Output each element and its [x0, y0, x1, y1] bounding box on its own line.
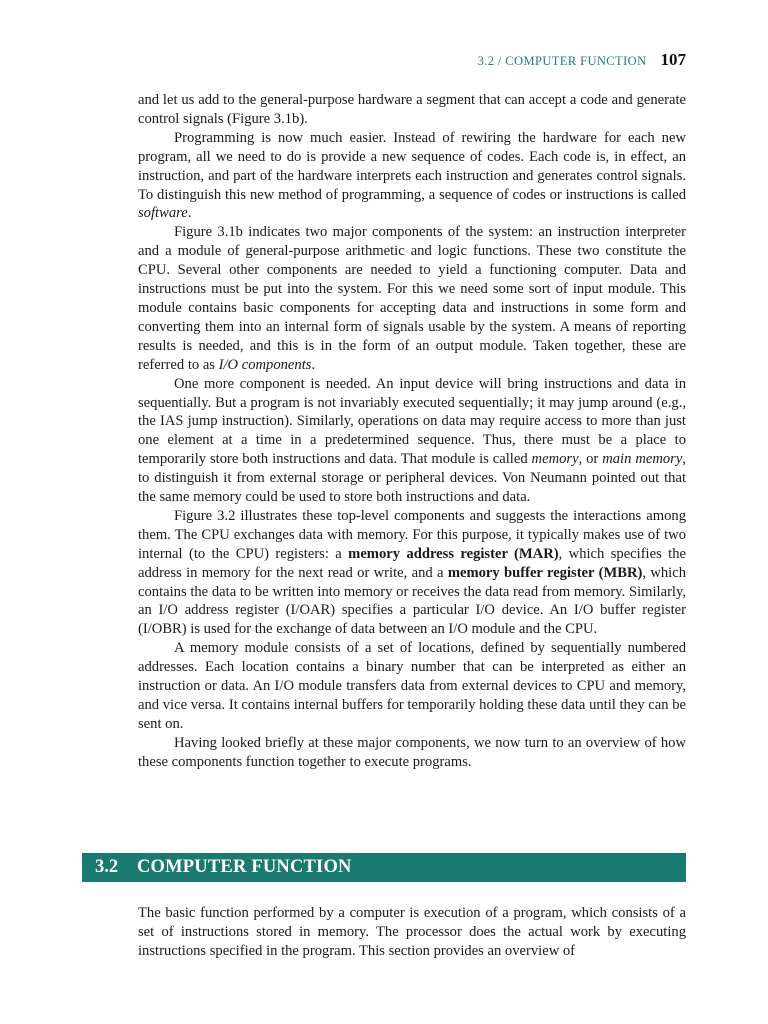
paragraph [138, 507, 686, 639]
section-title: COMPUTER FUNCTION [137, 857, 352, 877]
text-run: . [311, 356, 316, 373]
paragraph [138, 129, 686, 224]
paragraph [138, 223, 686, 374]
body-text [138, 91, 686, 772]
term-mar: memory address register (MAR) [348, 545, 559, 562]
term-memory: memory [531, 451, 579, 468]
text-run: Programming is now much easier. Instead of rewiring the hardware for each new program, all we need to do is provide a new sequence of codes. Each code is, in effect, an instruction, and part of the hardware interprets each instruction and generates control signals. To distinguish this new method of programming, a sequence of codes or instructions is called [138, 129, 686, 203]
page-number: 107 [660, 50, 686, 69]
term-main-memory: main memory [602, 451, 683, 468]
term-mbr: memory buffer register (MBR) [447, 564, 643, 581]
text-run: A memory module consists of a set of locations, defined by sequentially numbered addresses. Each location contains a binary number that can be interpreted as either an instruction or data. An I/O module transfers data from external devices to CPU and memory, and vice versa. It contains internal buffers for temporarily holding these data until they can be sent on. [138, 640, 686, 732]
paragraph [138, 734, 686, 772]
paragraph: The basic function performed by a computer is execution of a program, which consists of a set of instructions stored in memory. The processor does the actual work by executing instructions specified in the program. This section provides an overview of [138, 905, 686, 959]
text-run: Having looked briefly at these major components, we now turn to an overview of how these components function together to execute programs. [138, 734, 686, 770]
text-run: Figure 3.1b indicates two major components of the system: an instruction interpreter and a module of general-purpose arithmetic and logic functions. These two constitute the CPU. Several other components are needed to yield a functioning computer. Data and instructions must be put into the system. For this we need some sort of input module. This module contains basic components for accepting data and instructions in some form and converting them into an internal form of signals usable by the system. A means of reporting results is needed, and this is in the form of an output module. Taken together, these are referred to as [138, 224, 686, 373]
section-heading [82, 853, 686, 882]
section-body [138, 904, 686, 961]
text-run: , to distinguish it from external storage or peripheral devices. Von Neumann pointed out that the same memory could be used to store both instructions and data. [138, 451, 686, 506]
term-io-components: I/O components [218, 356, 312, 373]
running-head [478, 50, 686, 70]
text-run: Figure 3.2 illustrates these top-level components and suggests the interactions among them. The CPU exchanges data with memory. For this purpose, it typically makes use of two internal (to the CPU) registers: a [138, 507, 686, 562]
text-run: , which contains the data to be written into memory or receives the data read from memory. Similarly, an I/O address register (I/OAR) specifies a particular I/O device. An I/O buffer register (I/OBR) is used for the exchange of data between an I/O module and the CPU. [138, 564, 687, 638]
text-run: One more component is needed. An input device will bring instructions and data in sequentially. But a program is not invariably executed sequentially; it may jump around (e.g., the IAS jump instruction). Similarly, operations on data may require access to more than just one element at a time in a predetermined sequence. Thus, there must be a place to temporarily store both instructions and data. That module is called [138, 375, 686, 468]
term-software: software [138, 205, 188, 222]
paragraph [138, 639, 686, 734]
text-run: . [187, 205, 192, 222]
text-run: , which specifies the address in memory for the next read or write, and a [138, 545, 686, 581]
running-head-section: 3.2 / COMPUTER FUNCTION [477, 54, 647, 68]
section-number: 3.2 [95, 857, 119, 877]
paragraph [138, 375, 686, 507]
text-run: , or [578, 451, 603, 468]
paragraph [138, 91, 686, 129]
text-run: and let us add to the general-purpose hardware a segment that can accept a code and generate control signals (Figure 3.1b). [138, 92, 686, 127]
